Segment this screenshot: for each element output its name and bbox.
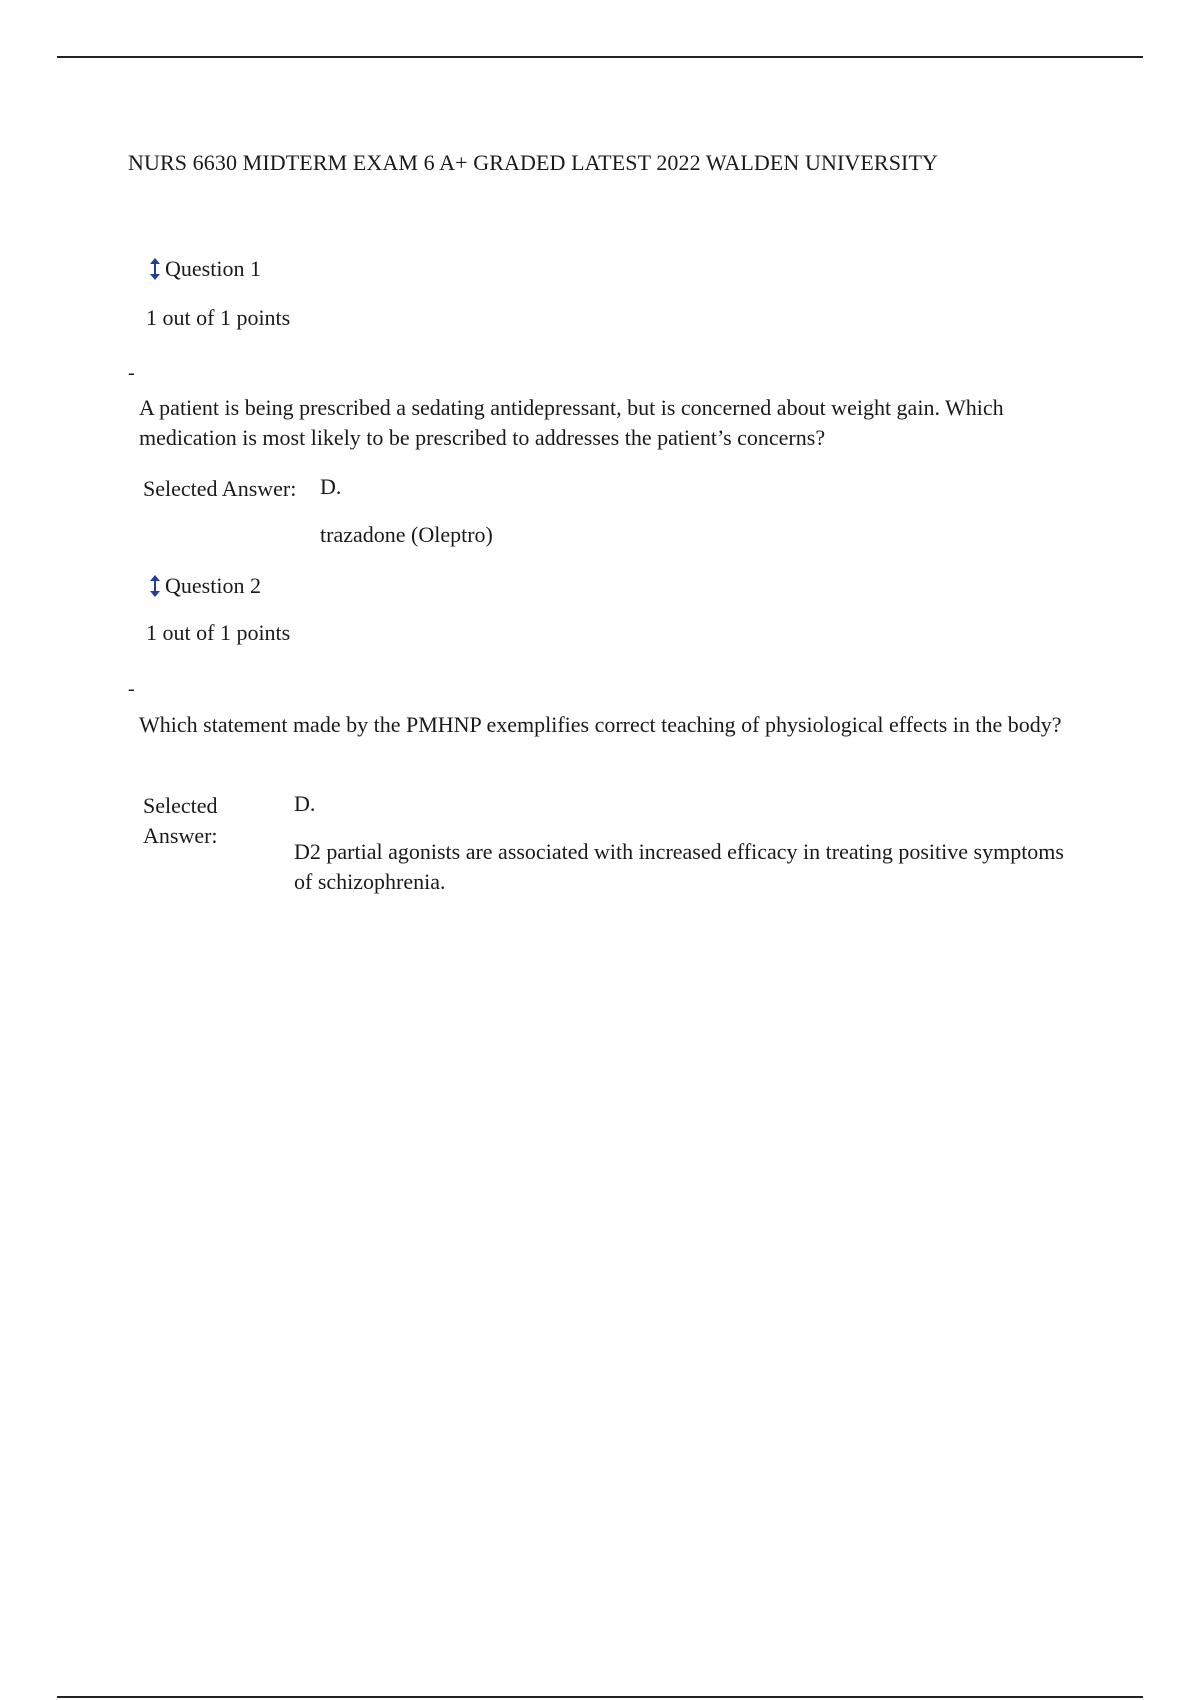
question-2-selected-label-line2: Answer: [143, 823, 218, 848]
header-rule [57, 56, 1143, 58]
question-2-header[interactable] [148, 573, 261, 599]
document-title: NURS 6630 MIDTERM EXAM 6 A+ GRADED LATEST 2022 WALDEN UNIVERSITY [128, 150, 938, 175]
question-2-answer-letter: D. [294, 791, 316, 816]
question-1-dash: - [128, 362, 135, 384]
sort-arrows-icon [148, 257, 162, 281]
sort-arrows-icon [148, 574, 162, 598]
question-2-answer-text: D2 partial agonists are associated with increased efficacy in treating positive symptoms of schizophrenia. [294, 839, 1064, 894]
question-1-answer-letter: D. [320, 474, 342, 499]
question-1-header[interactable] [148, 256, 261, 282]
question-1-answer-text: trazadone (Oleptro) [320, 522, 493, 547]
question-2-text: Which statement made by the PMHNP exemplifies correct teaching of physiological effects in the body? [139, 712, 1062, 737]
question-1-selected-label: Selected Answer: [143, 476, 297, 501]
footer-rule [57, 1696, 1143, 1698]
question-1-text: A patient is being prescribed a sedating antidepressant, but is concerned about weight gain. Which medication is most likely to be prescribed to addresses the patient’s concerns? [139, 395, 1004, 450]
question-2-label: Question 2 [165, 573, 261, 598]
question-1-label: Question 1 [165, 256, 261, 281]
question-2-selected-label-line1: Selected [143, 793, 218, 818]
question-1-points: 1 out of 1 points [146, 305, 291, 330]
question-2-selected-label [143, 791, 218, 851]
question-2-points: 1 out of 1 points [146, 620, 291, 645]
question-2-dash: - [128, 678, 135, 700]
